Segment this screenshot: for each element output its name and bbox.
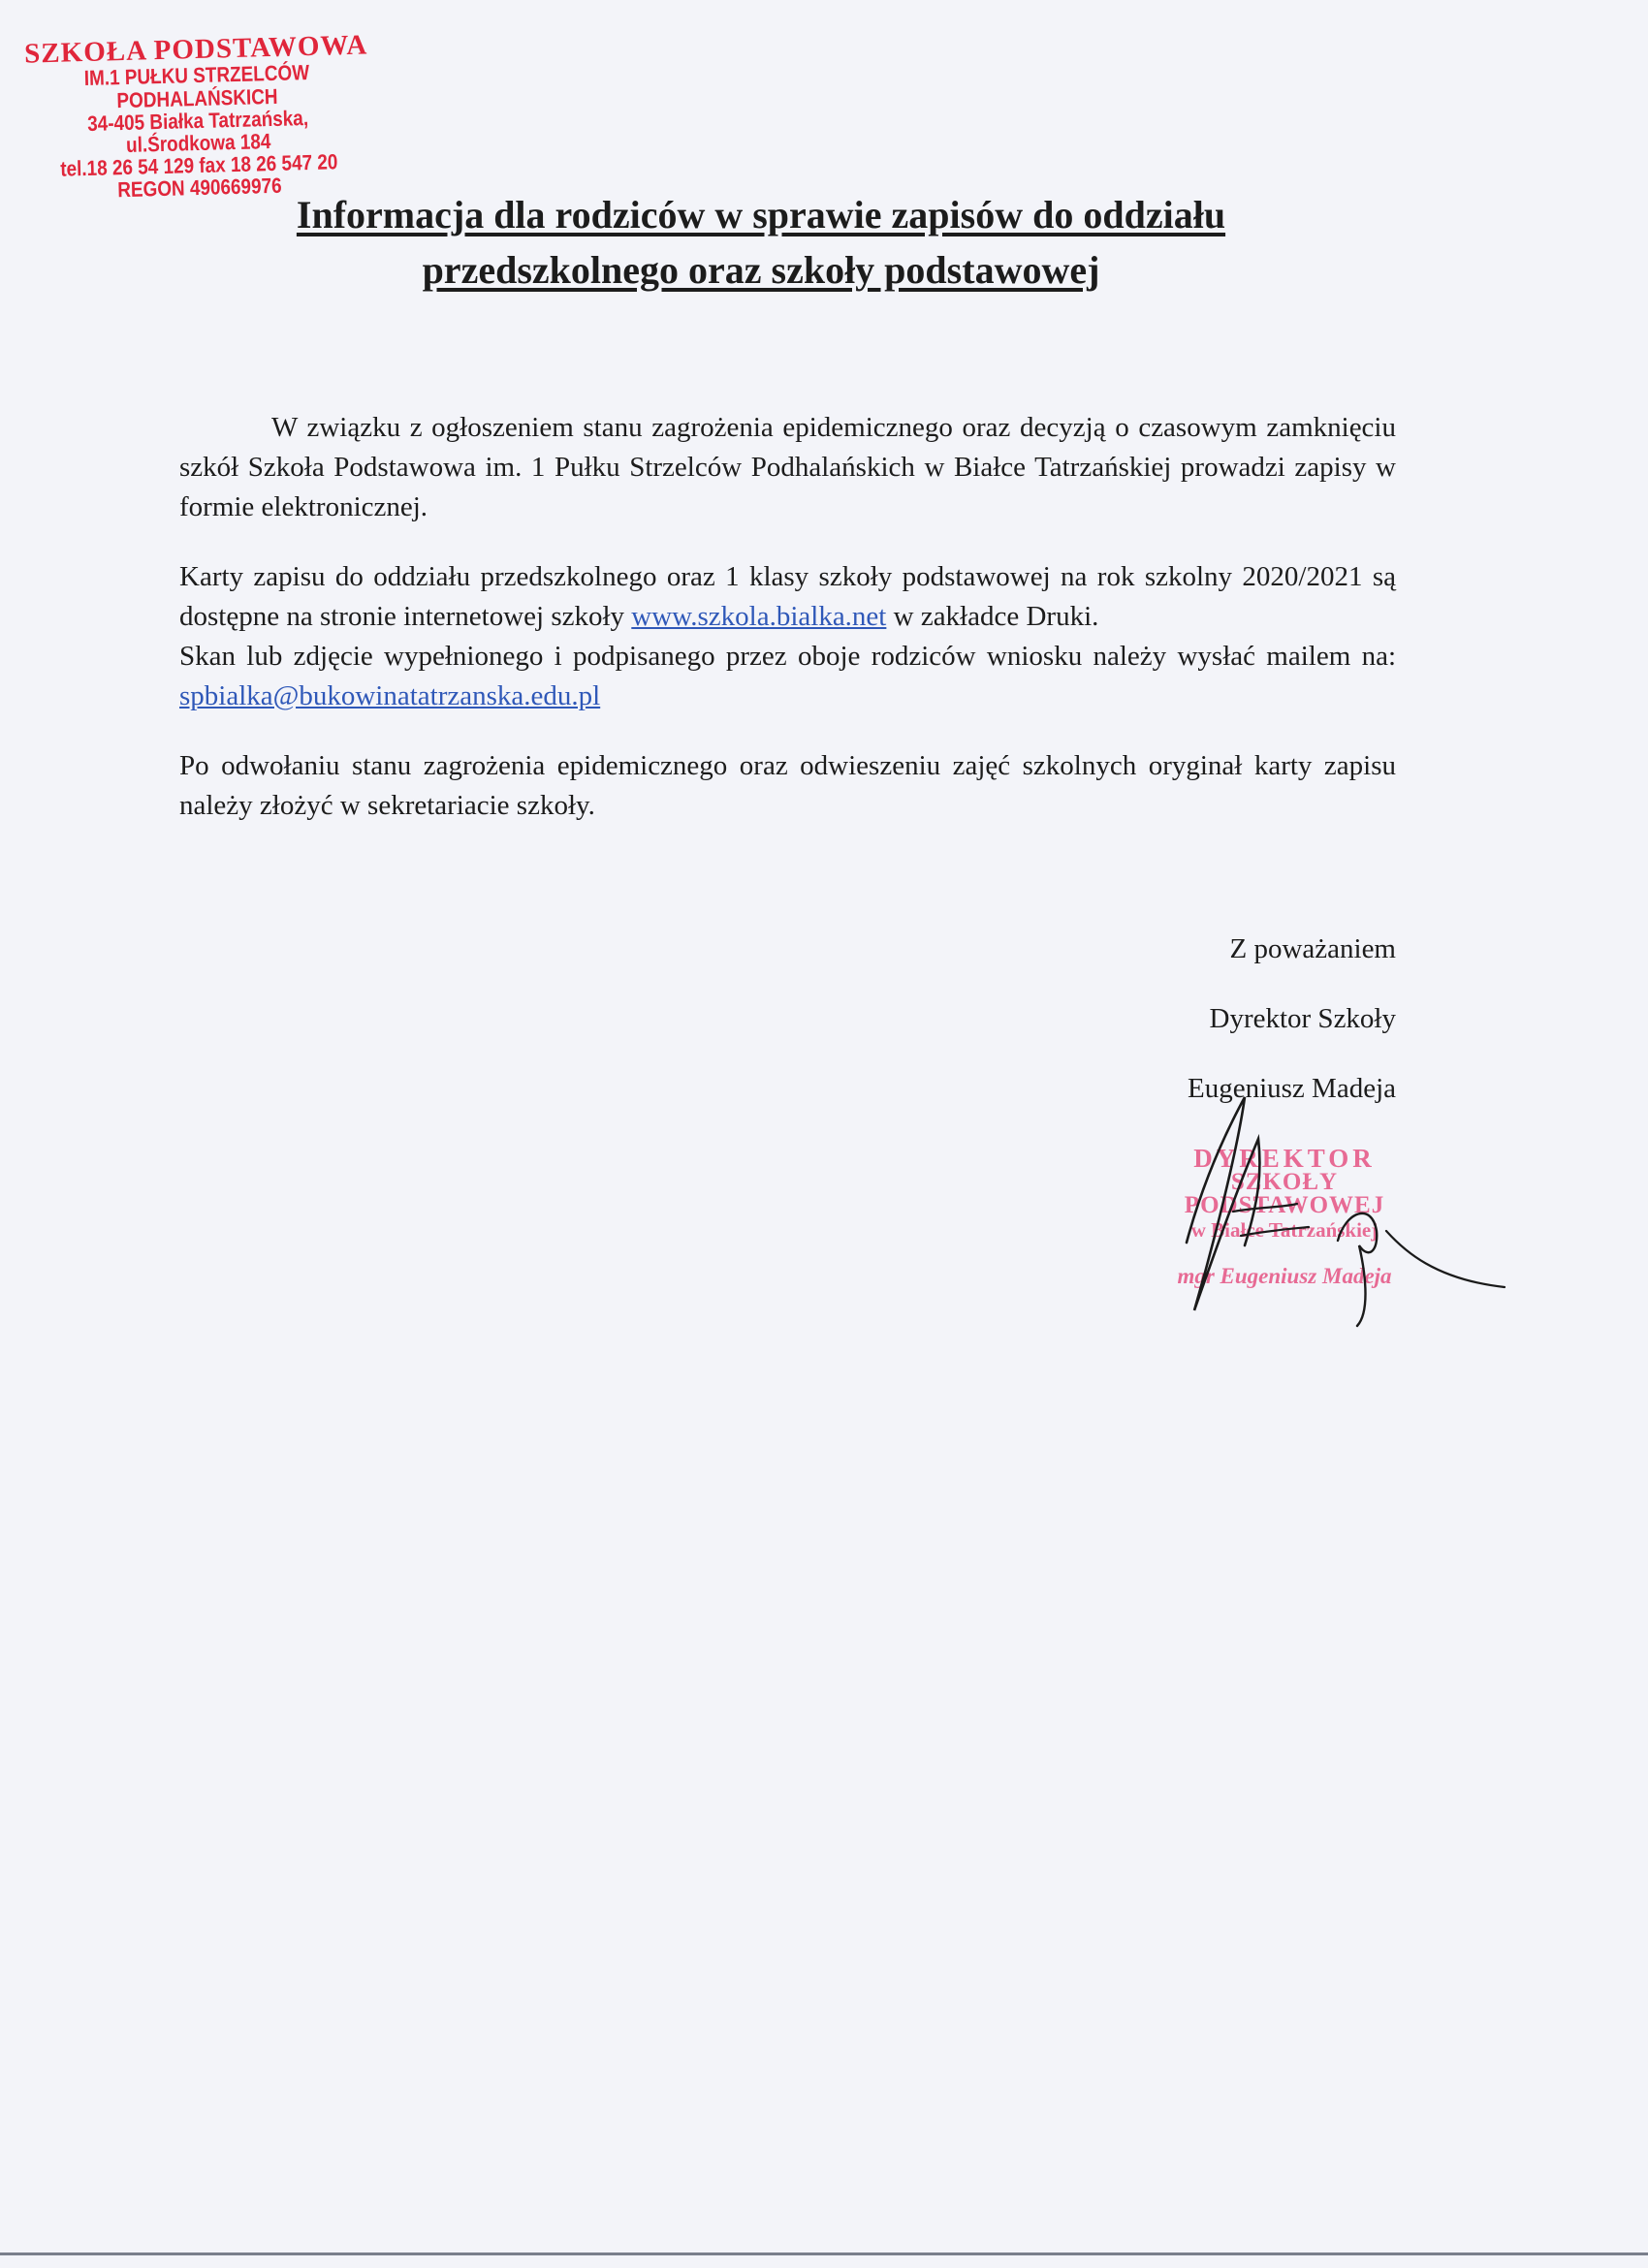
paragraph-forms: [179, 557, 1396, 637]
paragraph-original: Po odwołaniu stanu zagrożenia epidemicznego oraz odwieszeniu zajęć szkolnych oryginał karty zapisu należy złożyć w sekretariacie szkoły.: [179, 750, 1396, 821]
director-stamp-school: SZKOŁY PODSTAWOWEJ: [1184, 1169, 1385, 1218]
email-link[interactable]: spbialka@bukowinatatrzanska.edu.pl: [179, 680, 601, 711]
handwritten-signature: [1144, 1086, 1512, 1338]
document-title: [116, 187, 1406, 298]
closing-role: Dyrektor Szkoły: [1209, 1003, 1396, 1034]
school-stamp-regon: REGON 490669976: [116, 173, 282, 203]
paragraph-forms-text: Karty zapisu do oddziału przedszkolnego oraz 1 klasy szkoły podstawowej na rok szkolny 2020/2021 są dostępne na stronie internetowej szkoły: [179, 561, 1396, 632]
school-stamp-address: 34-405 Białka Tatrzańska, ul.Środkowa 184: [86, 105, 309, 157]
director-stamp-place: w Białce Tatrzańskiej: [1190, 1218, 1379, 1242]
director-stamp-title: DYREKTOR: [1193, 1144, 1376, 1173]
document-body: [179, 408, 1396, 856]
paragraph-email: [179, 637, 1396, 716]
school-stamp-patron: IM.1 PUŁKU STRZELCÓW PODHALAŃSKICH: [83, 60, 310, 112]
paragraph-email-text: Skan lub zdjęcie wypełnionego i podpisanego przez oboje rodziców wniosku należy wysłać mailem na:: [179, 641, 1396, 672]
title-line-2: przedszkolnego oraz szkoły podstawowej: [422, 248, 1100, 292]
closing-name: Eugeniusz Madeja: [1187, 1073, 1396, 1104]
scan-edge-line: [0, 2252, 1648, 2255]
paragraph-forms-tail: w zakładce Druki.: [886, 601, 1099, 632]
website-link[interactable]: www.szkola.bialka.net: [631, 601, 887, 632]
school-stamp-name: SZKOŁA PODSTAWOWA: [23, 29, 368, 70]
director-stamp-name: mgr Eugeniusz Madeja: [1177, 1264, 1392, 1288]
closing-regards: Z poważaniem: [1229, 933, 1396, 964]
title-line-1: Informacja dla rodziców w sprawie zapisów do oddziału: [296, 193, 1226, 236]
school-stamp: [12, 30, 384, 204]
paragraph-intro: W związku z ogłoszeniem stanu zagrożenia epidemicznego oraz decyzją o czasowym zamknięciu szkół Szkoła Podstawowa im. 1 Pułku Strzelców Podhalańskich w Białce Tatrzańskiej prowadzi zapisy w formie elektronicznej.: [179, 412, 1396, 522]
school-stamp-phone: tel.18 26 54 129 fax 18 26 547 20: [59, 149, 338, 181]
